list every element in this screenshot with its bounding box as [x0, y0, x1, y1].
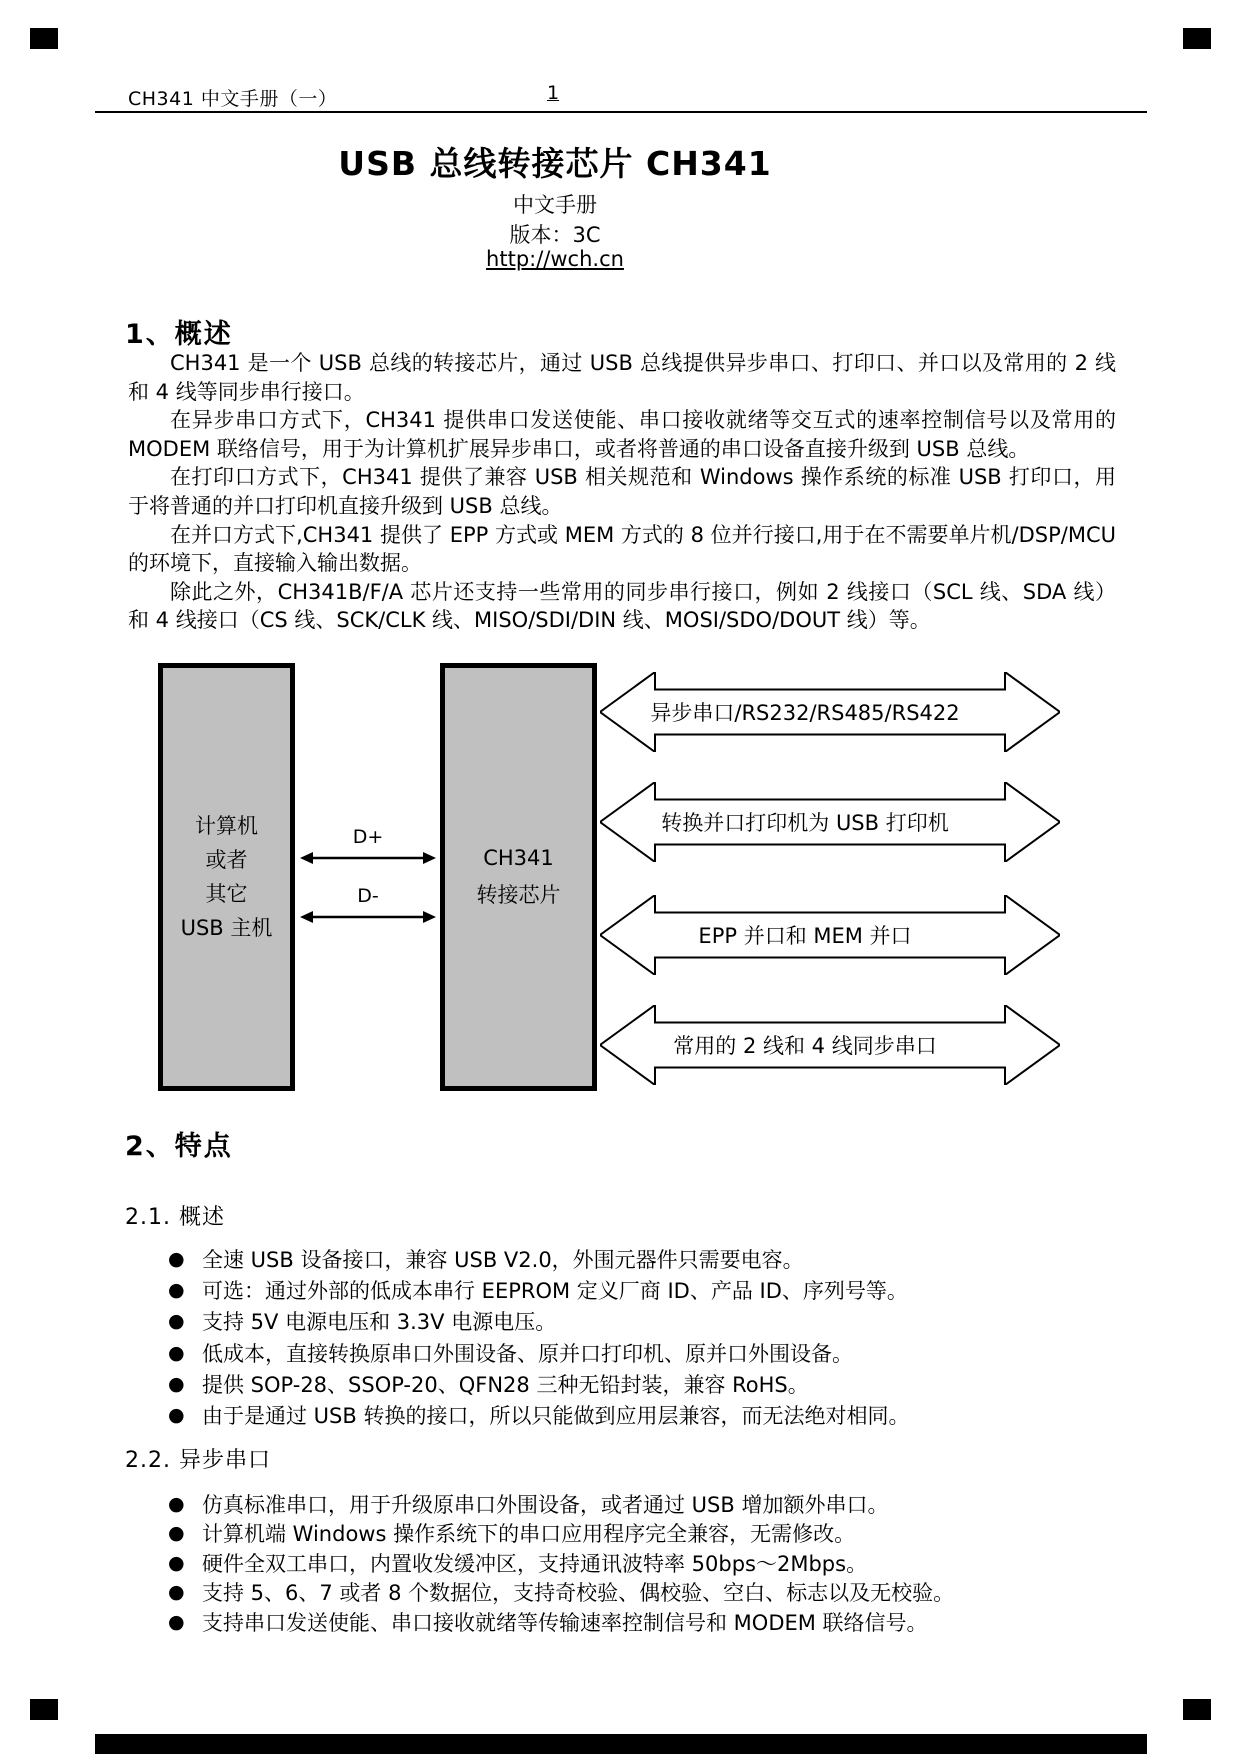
- arrow-label: 转换并口打印机为 USB 打印机: [661, 811, 949, 835]
- bullet-text: 支持 5、6、7 或者 8 个数据位，支持奇校验、偶校验、空白、标志以及无校验。: [202, 1581, 955, 1606]
- usb-host-box-line: 计算机: [195, 814, 258, 838]
- bullet-text: 全速 USB 设备接口，兼容 USB V2.0，外围元器件只需要电容。: [202, 1247, 804, 1272]
- section-2-1-heading: 2.1. 概述: [125, 1205, 225, 1230]
- bullet-text: 由于是通过 USB 转换的接口，所以只能做到应用层兼容，而无法绝对相同。: [202, 1404, 910, 1429]
- scan-bottom-bar: [95, 1734, 1147, 1754]
- page-number: 1: [546, 82, 560, 104]
- usb-host-box-line: 其它: [205, 882, 248, 906]
- bullet-icon: ●: [168, 1492, 185, 1515]
- arrow-label: 常用的 2 线和 4 线同步串口: [673, 1034, 937, 1058]
- bullet-item: [168, 1607, 1128, 1637]
- bullet-icon: ●: [168, 1581, 185, 1604]
- interface-arrow-epp-mem: [600, 895, 1060, 975]
- section-2-2-bullets: [168, 1489, 1128, 1637]
- bullet-item: [168, 1274, 1128, 1305]
- ch341-chip-box-line: 转接芯片: [476, 883, 561, 907]
- header-rule: [95, 111, 1147, 113]
- paragraph: 在打印口方式下，CH341 提供了兼容 USB 相关规范和 Windows 操作系统的标准 USB 打印口，用于将普通的并口打印机直接升级到 USB 总线。: [128, 465, 1116, 518]
- bullet-icon: ●: [168, 1522, 185, 1545]
- bullet-item: [168, 1519, 1128, 1549]
- document-title: USB 总线转接芯片 CH341: [338, 144, 772, 183]
- corner-mark-top-left: [30, 28, 58, 49]
- bullet-icon: ●: [168, 1404, 185, 1427]
- corner-mark-top-right: [1183, 28, 1211, 49]
- interface-arrow-printer: [600, 782, 1060, 862]
- bullet-icon: ●: [168, 1278, 185, 1301]
- bullet-text: 可选：通过外部的低成本串行 EEPROM 定义厂商 ID、产品 ID、序列号等。: [202, 1278, 908, 1303]
- dplus-label: D+: [352, 826, 384, 848]
- bullet-item: [168, 1489, 1128, 1519]
- dminus-label: D-: [357, 885, 379, 907]
- section-1-heading: 1、概述: [125, 319, 233, 350]
- usb-host-box-line: USB 主机: [180, 916, 273, 940]
- section-2-heading: 2、特点: [125, 1131, 233, 1162]
- section-2-2-heading: 2.2. 异步串口: [125, 1448, 271, 1473]
- dminus-arrow: [300, 910, 436, 924]
- website-link[interactable]: http://wch.cn: [486, 247, 624, 271]
- interface-arrow-sync-serial: [600, 1005, 1060, 1085]
- website-link-container: [95, 247, 1015, 271]
- bullet-text: 计算机端 Windows 操作系统下的串口应用程序完全兼容，无需修改。: [202, 1522, 856, 1547]
- bullet-icon: ●: [168, 1551, 185, 1574]
- header-title: CH341 中文手册（一）: [128, 88, 338, 110]
- bullet-item: [168, 1399, 1128, 1430]
- bullet-text: 提供 SOP-28、SSOP-20、QFN28 三种无铅封装，兼容 RoHS。: [202, 1372, 809, 1397]
- bullet-icon: ●: [168, 1247, 185, 1270]
- section-2-1-bullets: [168, 1243, 1128, 1431]
- bullet-item: [168, 1306, 1128, 1337]
- bullet-item: [168, 1243, 1128, 1274]
- dplus-arrow: [300, 851, 436, 865]
- document-version: 版本：3C: [509, 223, 601, 247]
- bullet-icon: ●: [168, 1341, 185, 1364]
- section-1-paragraphs: [128, 349, 1116, 635]
- document-subtitle: 中文手册: [513, 193, 597, 217]
- arrow-label: 异步串口/RS232/RS485/RS422: [650, 701, 960, 725]
- bullet-text: 仿真标准串口，用于升级原串口外围设备，或者通过 USB 增加额外串口。: [202, 1492, 889, 1517]
- corner-mark-bottom-right: [1183, 1699, 1211, 1720]
- interface-arrow-async-serial: [600, 672, 1060, 752]
- bullet-item: [168, 1368, 1128, 1399]
- ch341-chip-box-line: CH341: [483, 846, 554, 870]
- paragraph: 在并口方式下,CH341 提供了 EPP 方式或 MEM 方式的 8 位并行接口,用于在不需要单片机/DSP/MCU 的环境下，直接输入输出数据。: [128, 522, 1116, 576]
- paragraph: 除此之外，CH341B/F/A 芯片还支持一些常用的同步串行接口，例如 2 线接口（SCL 线、SDA 线）和 4 线接口（CS 线、SCK/CLK 线、MISO/SDI/DIN 线、MOSI/SDO/DOUT 线）等。: [128, 579, 1116, 633]
- bullet-item: [168, 1337, 1128, 1368]
- bullet-text: 支持 5V 电源电压和 3.3V 电源电压。: [202, 1310, 557, 1335]
- bullet-icon: ●: [168, 1610, 185, 1633]
- bullet-text: 低成本，直接转换原串口外围设备、原并口打印机、原并口外围设备。: [202, 1341, 853, 1366]
- bullet-text: 硬件全双工串口，内置收发缓冲区，支持通讯波特率 50bps～2Mbps。: [202, 1551, 868, 1576]
- bullet-item: [168, 1578, 1128, 1608]
- paragraph: CH341 是一个 USB 总线的转接芯片，通过 USB 总线提供异步串口、打印口、并口以及常用的 2 线和 4 线等同步串行接口。: [128, 351, 1116, 404]
- bullet-item: [168, 1548, 1128, 1578]
- bullet-icon: ●: [168, 1372, 185, 1395]
- usb-host-box-line: 或者: [205, 848, 248, 872]
- bullet-text: 支持串口发送使能、串口接收就绪等传输速率控制信号和 MODEM 联络信号。: [202, 1610, 928, 1635]
- paragraph: 在异步串口方式下，CH341 提供串口发送使能、串口接收就绪等交互式的速率控制信号以及常用的 MODEM 联络信号，用于为计算机扩展异步串口，或者将普通的串口设备直接升级到 USB 总线。: [128, 408, 1116, 461]
- ch341-chip-box: [440, 663, 597, 1091]
- corner-mark-bottom-left: [30, 1699, 58, 1720]
- arrow-label: EPP 并口和 MEM 并口: [698, 924, 912, 948]
- bullet-icon: ●: [168, 1310, 185, 1333]
- usb-host-box: [158, 663, 295, 1091]
